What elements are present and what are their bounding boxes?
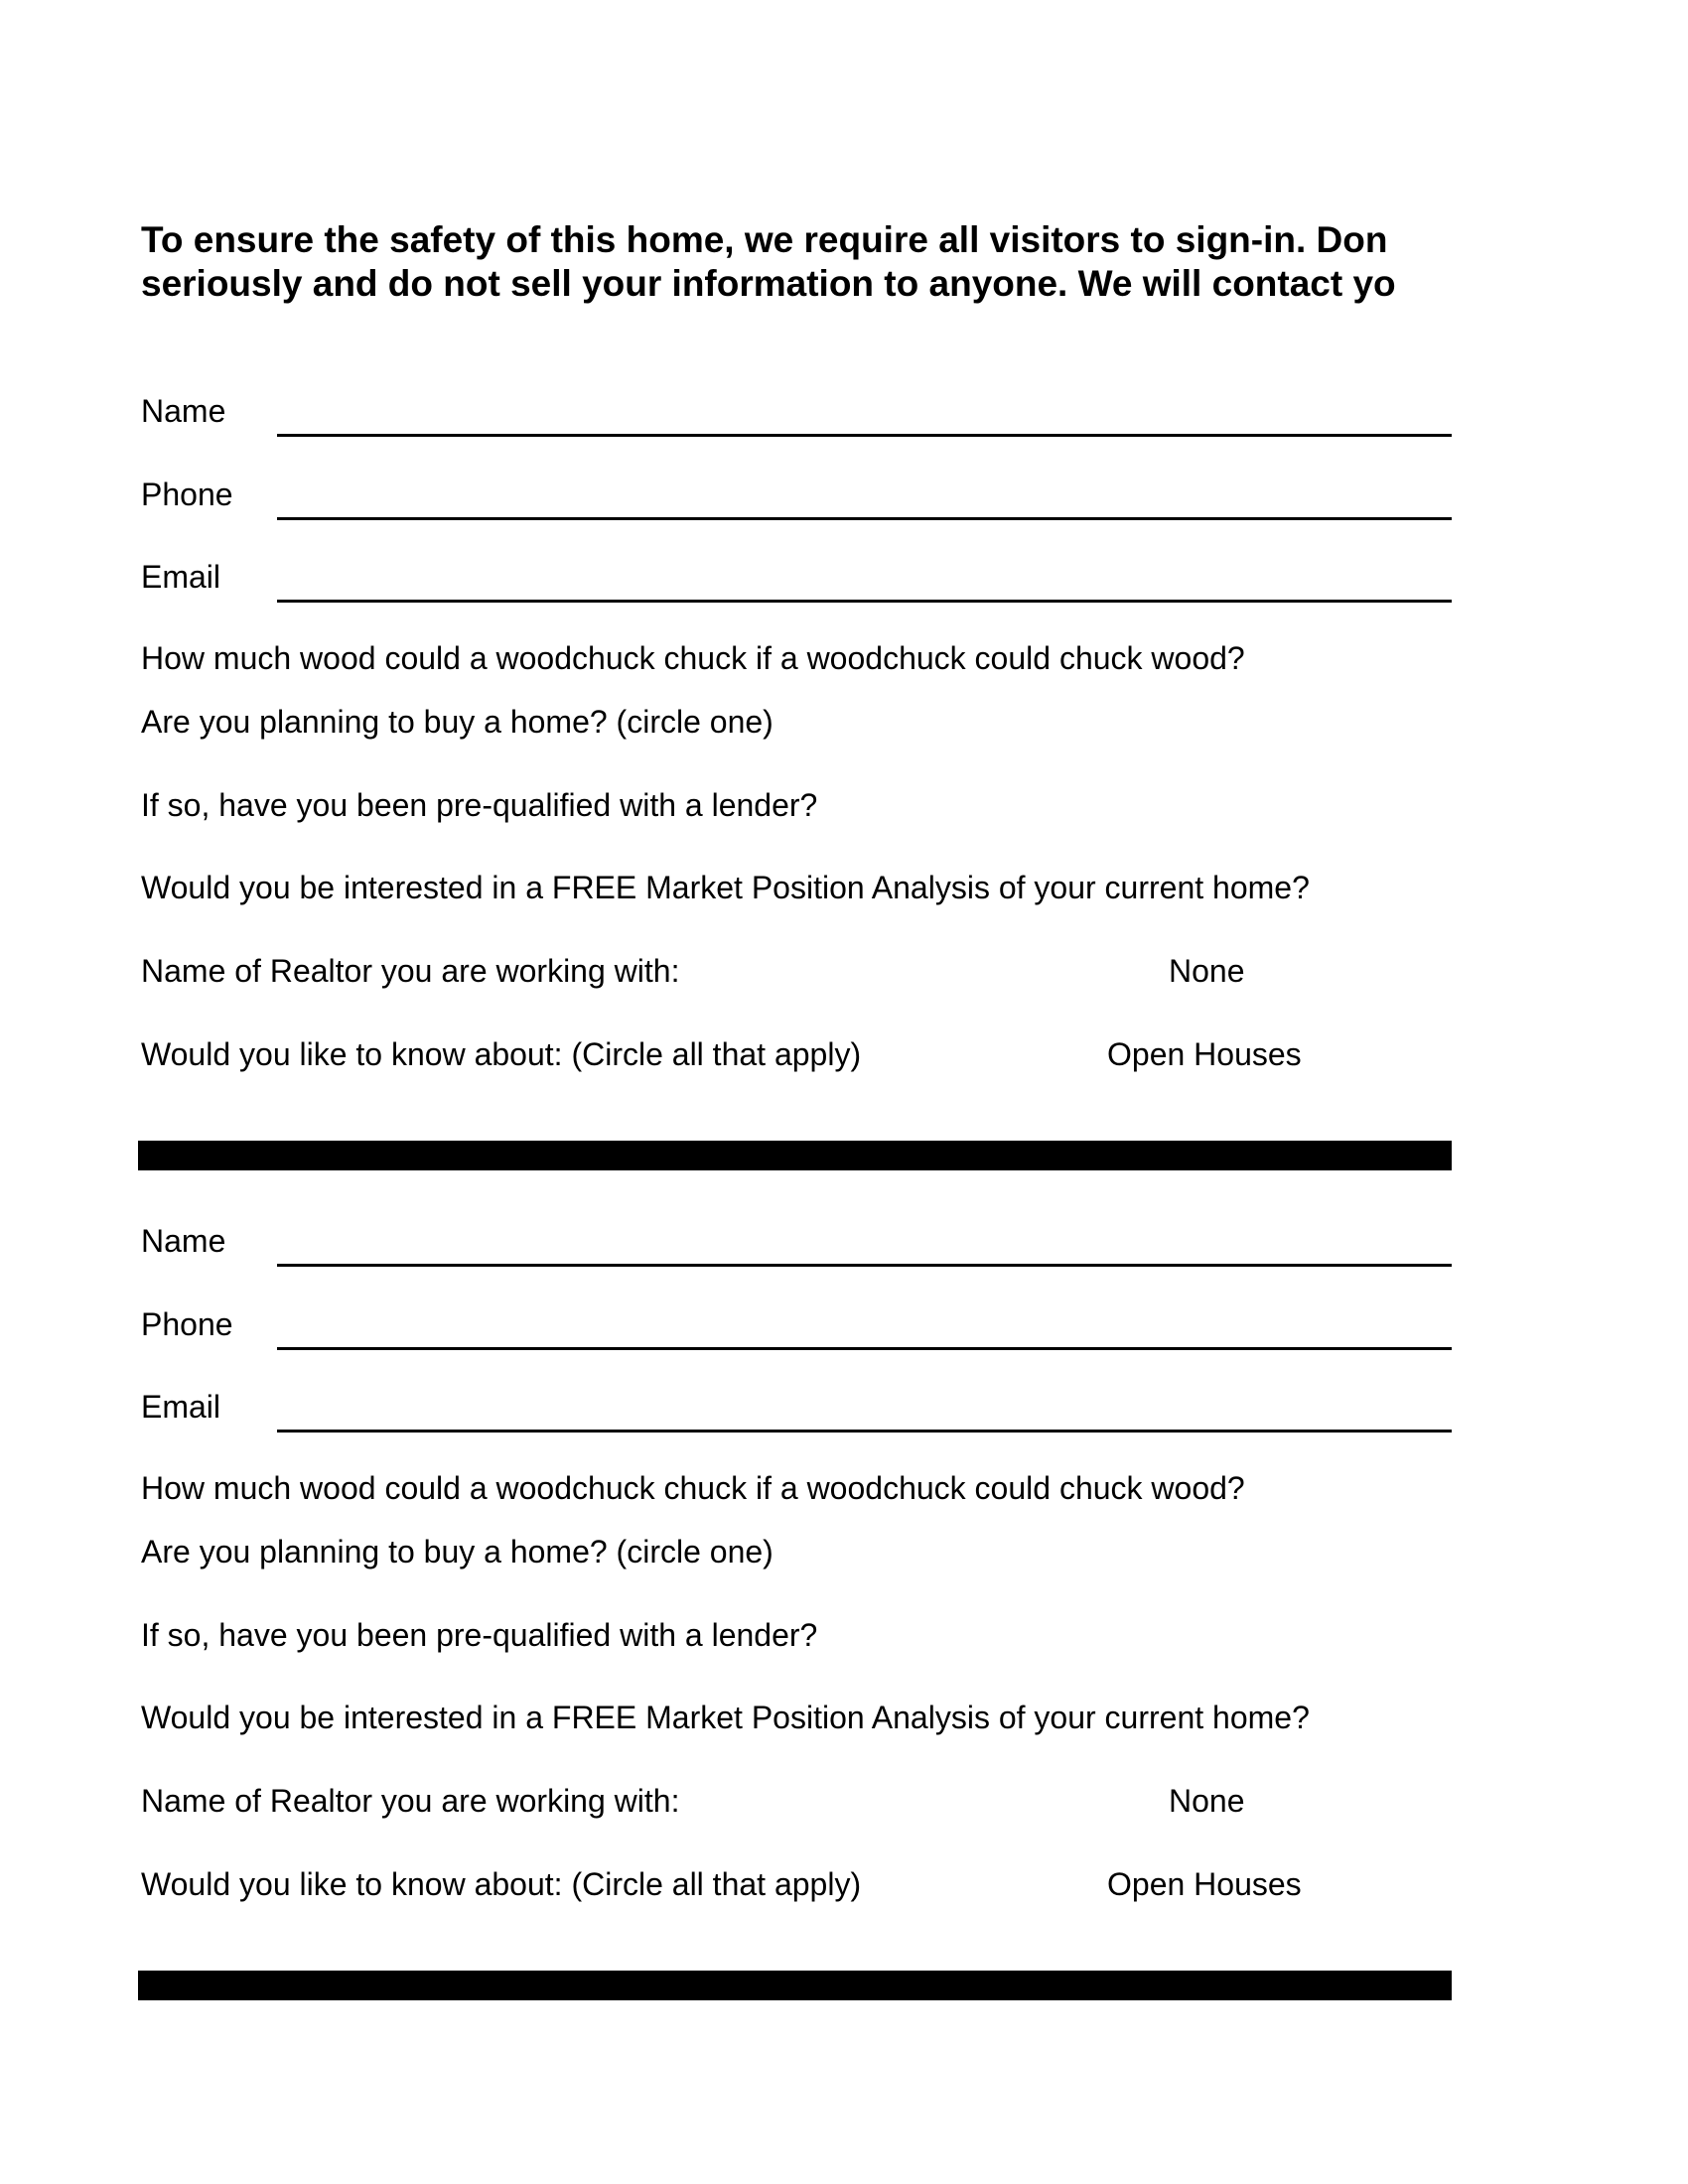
woodchuck-question: How much wood could a woodchuck chuck if a woodchuck could chuck wood?	[141, 640, 1245, 676]
section-divider-2	[138, 1971, 1452, 2000]
realtor-label: Name of Realtor you are working with:	[141, 1783, 680, 1819]
name-label: Name	[141, 1223, 226, 1259]
intro-line-1: To ensure the safety of this home, we require all visitors to sign-in. Don	[141, 219, 1388, 260]
prequalified-question: If so, have you been pre-qualified with a lender?	[141, 1617, 818, 1653]
intro-notice	[141, 218, 1452, 306]
name-label: Name	[141, 393, 226, 429]
visitor-entry-2	[0, 1207, 1688, 2031]
buy-home-question: Are you planning to buy a home? (circle one)	[141, 704, 774, 740]
phone-label: Phone	[141, 1306, 233, 1342]
prequalified-question: If so, have you been pre-qualified with a lender?	[141, 787, 818, 823]
know-about-option-open-houses[interactable]: Open Houses	[1107, 1036, 1302, 1072]
name-field[interactable]	[277, 434, 1452, 437]
name-field[interactable]	[277, 1264, 1452, 1267]
know-about-label: Would you like to know about: (Circle all that apply)	[141, 1866, 862, 1902]
intro-line-2: seriously and do not sell your information to anyone. We will contact yo	[141, 263, 1396, 304]
email-field[interactable]	[277, 600, 1452, 603]
visitor-entry-1	[0, 377, 1688, 1201]
phone-field[interactable]	[277, 517, 1452, 520]
market-analysis-question: Would you be interested in a FREE Market Position Analysis of your current home?	[141, 870, 1310, 905]
woodchuck-question: How much wood could a woodchuck chuck if a woodchuck could chuck wood?	[141, 1470, 1245, 1506]
buy-home-question: Are you planning to buy a home? (circle one)	[141, 1534, 774, 1570]
email-label: Email	[141, 559, 221, 595]
section-divider-1	[138, 1141, 1452, 1170]
email-field[interactable]	[277, 1430, 1452, 1433]
email-label: Email	[141, 1389, 221, 1425]
know-about-label: Would you like to know about: (Circle all that apply)	[141, 1036, 862, 1072]
realtor-option-none[interactable]: None	[1169, 953, 1245, 989]
phone-field[interactable]	[277, 1347, 1452, 1350]
phone-label: Phone	[141, 477, 233, 512]
realtor-label: Name of Realtor you are working with:	[141, 953, 680, 989]
market-analysis-question: Would you be interested in a FREE Market Position Analysis of your current home?	[141, 1700, 1310, 1735]
know-about-option-open-houses[interactable]: Open Houses	[1107, 1866, 1302, 1902]
realtor-option-none[interactable]: None	[1169, 1783, 1245, 1819]
